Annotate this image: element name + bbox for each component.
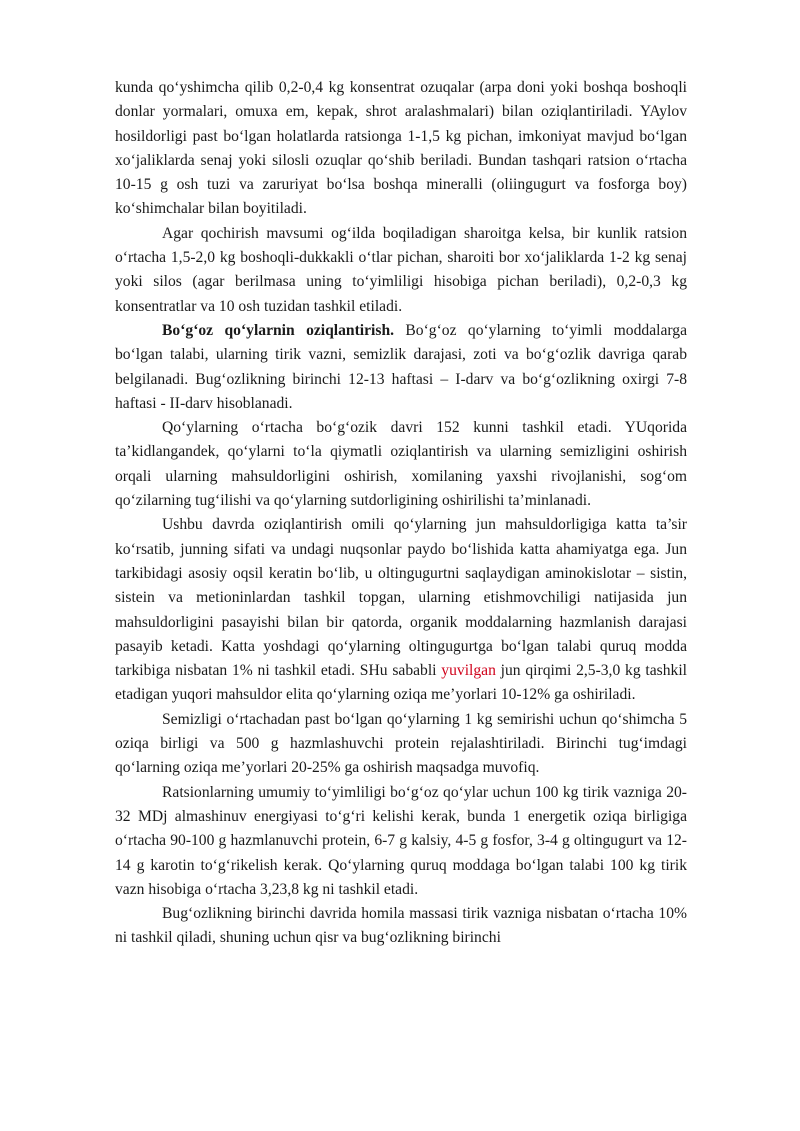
document-body: [115, 76, 687, 951]
paragraph-p1: [115, 76, 687, 222]
text-run: Semizligi o‘rtachadan past bo‘lgan qo‘ylarning 1 kg semirishi uchun qo‘shimcha 5 oziqa birligi va 500 g hazmlashuvchi protein rejalashtiriladi. Birinchi tug‘imdagi qo‘larning oziqa me’yorlari 20-25% ga oshirish maqsadga muvofiq.: [115, 710, 687, 777]
section-heading: Bo‘g‘oz qo‘ylarnin oziqlantirish.: [162, 321, 395, 339]
text-run: jun qirqimi 2,5-3,0 kg tashkil etadigan yuqori mahsuldor elita qo‘ylarning oziqa me’yorlari 10-12% ga oshiriladi.: [115, 662, 687, 704]
text-run: Bug‘ozlikning birinchi davrida homila massasi tirik vazniga nisbatan o‘rtacha 10% ni tashkil qiladi, shuning uchun qisr va bug‘ozlikning birinchi: [115, 905, 687, 947]
text-run: Bo‘g‘oz qo‘ylarning to‘yimli moddalarga bo‘lgan talabi, ularning tirik vazni, semizlik darajasi, zoti va bo‘g‘ozlik davriga qarab belgilanadi. Bug‘ozlikning birinchi 12-13 haftasi – I-darv va bo‘g‘ozlikning oxirgi 7-8 haftasi - II-darv hisoblanadi.: [115, 321, 687, 412]
paragraph-p8: [115, 902, 687, 951]
text-run: Qo‘ylarning o‘rtacha bo‘g‘ozik davri 152 kunni tashkil etadi. YUqorida ta’kidlangandek, qo‘ylarni to‘la qiymatli oziqlantirish va ularning semizligini oshirish orqali ularning mahsuldorligini oshirish, xomilaning yaxshi rivojlanishi, sog‘om qo‘zilarning tug‘ilishi va qo‘ylarning sutdorligining oshirilishi ta’minlanadi.: [115, 419, 687, 510]
highlighted-word: yuvilgan: [441, 662, 496, 680]
paragraph-p4: [115, 416, 687, 513]
paragraph-p3: [115, 319, 687, 416]
paragraph-p6: [115, 708, 687, 781]
paragraph-p5: [115, 513, 687, 707]
text-run: Ratsionlarning umumiy to‘yimliligi bo‘g‘oz qo‘ylar uchun 100 kg tirik vazniga 20-32 MDj almashinuv energiyasi to‘g‘ri kelishi kerak, bunda 1 energetik oziqa birligiga o‘rtacha 90-100 g hazmlanuvchi protein, 6-7 g kalsiy, 4-5 g fosfor, 3-4 g oltingugurt va 12-14 g karotin to‘g‘rikelish kerak. Qo‘ylarning quruq moddaga bo‘lgan talabi 100 kg tirik vazn hisobiga o‘rtacha 3,23,8 kg ni tashkil etadi.: [115, 783, 687, 898]
text-run: Agar qochirish mavsumi og‘ilda boqiladigan sharoitga kelsa, bir kunlik ratsion o‘rtacha 1,5-2,0 kg boshoqli-dukkakli o‘tlar pichan, sharoiti bor xo‘jaliklarda 1-2 kg senaj yoki silos (agar berilmasa uning to‘yimliligi hisobiga pichan beriladi), 0,2-0,3 kg konsentratlar va 10 osh tuzidan tashkil etiladi.: [115, 224, 687, 315]
text-run: kunda qo‘yshimcha qilib 0,2-0,4 kg konsentrat ozuqalar (arpa doni yoki boshqa boshoqli donlar yormalari, omuxa em, kepak, shrot aralashmalari) bilan oziqlantiriladi. YAylov hosildorligi past bo‘lgan holatlarda ratsionga 1-1,5 kg pichan, imkoniyat mavjud bo‘lgan xo‘jaliklarda senaj yoki silosli ozuqlar qo‘shib beriladi. Bundan tashqari ratsion o‘rtacha 10-15 g osh tuzi va zaruriyat bo‘lsa boshqa mineralli (oliingugurt va fosforga boy) ko‘shimchalar bilan boyitiladi.: [115, 79, 687, 218]
paragraph-p7: [115, 781, 687, 902]
paragraph-p2: [115, 222, 687, 319]
text-run: Ushbu davrda oziqlantirish omili qo‘ylarning jun mahsuldorligiga katta ta’sir ko‘rsatib, junning sifati va undagi nuqsonlar paydo bo‘lishida katta ahamiyatga ega. Jun tarkibidagi asosiy oqsil keratin bo‘lib, u oltingugurtni saqlaydigan aminokislotar – sistin, sistein va metioninlardan tashkil topgan, ularning etishmovchiligi natijasida jun mahsuldorligini pasayishi bilan bir qatorda, organik moddalarning hazmlanish darajasi pasayib ketadi. Katta yoshdagi qo‘ylarning oltingugurtga bo‘lgan talabi quruq modda tarkibiga nisbatan 1% ni tashkil etadi. SHu sababli: [115, 516, 687, 680]
